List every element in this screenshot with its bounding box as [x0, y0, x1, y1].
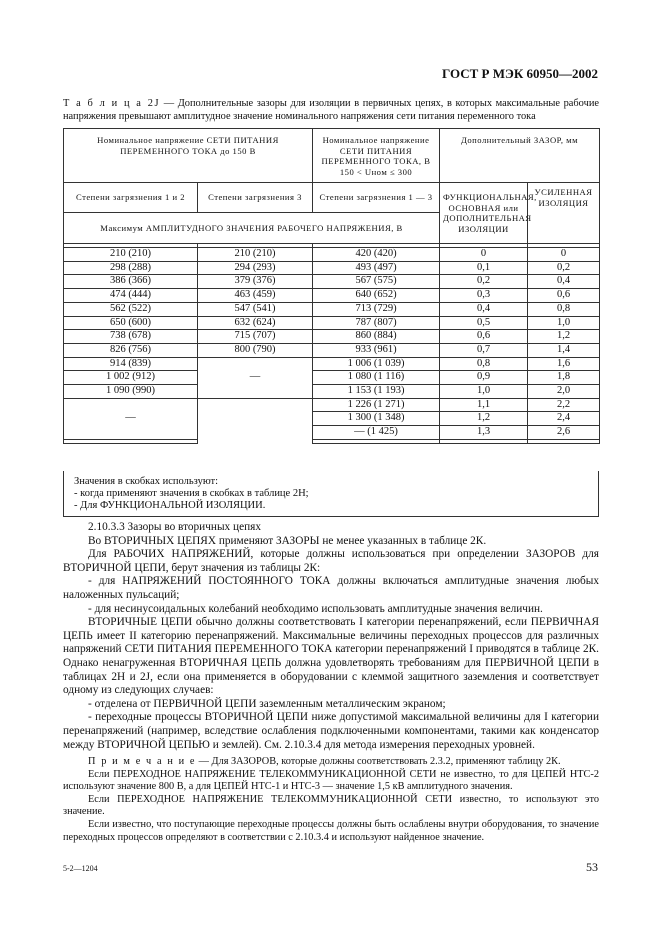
table-spacer — [64, 439, 198, 443]
table-row — [64, 385, 600, 399]
cell: 0,4 — [440, 302, 528, 316]
cell: 933 (961) — [313, 343, 440, 357]
body-text — [63, 521, 599, 844]
standard-header: ГОСТ Р МЭК 60950—2002 — [442, 66, 598, 81]
empty-cell — [198, 398, 313, 439]
table-row — [64, 261, 600, 275]
note-paragraph: Если известно, что поступающие переходные процессы должны быть ослаблены внутри оборудования, то значение переходных процессов определяют в соответствии с 2.10.3.4 и используют найденное значение. — [63, 819, 599, 843]
cell: 0 — [528, 248, 600, 262]
cell: 1 226 (1 271) — [313, 398, 440, 412]
note-line: Значения в скобках используют: — [74, 476, 219, 487]
cell: 0,2 — [440, 275, 528, 289]
cell: 1,2 — [440, 412, 528, 426]
cell: 0,3 — [440, 289, 528, 303]
cell: 474 (444) — [64, 289, 198, 303]
header-pollution-1-2: Степени загрязнения 1 и 2 — [64, 183, 198, 213]
cell: 1,4 — [528, 343, 600, 357]
table-notes — [63, 471, 599, 517]
note-text: — Для ЗАЗОРОВ, которые должны соответствовать 2.3.2, применяют таблицу 2К. — [196, 756, 561, 768]
table-row — [64, 275, 600, 289]
cell: 640 (652) — [313, 289, 440, 303]
cell: 1 153 (1 193) — [313, 385, 440, 399]
cell: 2,2 — [528, 398, 600, 412]
paragraph: - отделена от ПЕРВИЧНОЙ ЦЕПИ заземленным металлическим экраном; — [88, 697, 446, 710]
cell: 0,5 — [440, 316, 528, 330]
cell: 0,6 — [440, 330, 528, 344]
cell: 826 (756) — [64, 343, 198, 357]
cell: 420 (420) — [313, 248, 440, 262]
cell: 1,2 — [528, 330, 600, 344]
cell: 1,8 — [528, 371, 600, 385]
cell: 1,0 — [440, 385, 528, 399]
table-caption — [63, 97, 599, 123]
paragraph: ВТОРИЧНЫЕ ЦЕПИ обычно должны соответствовать I категории перенапряжений, если ПЕРВИЧНАЯ ЦЕПЬ имеет II категорию перенапряжений. Максимальные величины переходных процессов для различных напряжений СЕТИ ПИТАНИЯ ПЕРЕМЕННОГО ТОКА категории перенапряжений I приводятся в таблице 2К. Однако ненагруженная ВТОРИЧНАЯ ЦЕПЬ должна удовлетворять требованиям для ПЕРВИЧНОЙ ЦЕПИ в таблицах 2Н и 2J, если она применяется в оборудовании с клеммой защитного заземления и соответствует одному из следующих случаев: — [63, 616, 599, 697]
cell: 632 (624) — [198, 316, 313, 330]
cell: 715 (707) — [198, 330, 313, 344]
table-spacer — [198, 439, 313, 443]
cell: 1 300 (1 348) — [313, 412, 440, 426]
cell: 2,6 — [528, 426, 600, 440]
cell: 0,8 — [440, 357, 528, 371]
cell: 1 006 (1 039) — [313, 357, 440, 371]
cell: 1,3 — [440, 426, 528, 440]
note-paragraph — [63, 756, 599, 769]
paragraph: - для несинусоидальных колебаний необходимо использовать амплитудные значения величин. — [88, 602, 543, 615]
cell: 294 (293) — [198, 261, 313, 275]
cell: 860 (884) — [313, 330, 440, 344]
note-label: П р и м е ч а н и е — [88, 756, 197, 768]
header-max-peak-voltage: Максимум АМПЛИТУДНОГО ЗНАЧЕНИЯ РАБОЧЕГО НАПРЯЖЕНИЯ, В — [64, 213, 440, 244]
cell: 1 080 (1 116) — [313, 371, 440, 385]
cell: 0,7 — [440, 343, 528, 357]
cell: 1 002 (912) — [64, 371, 198, 385]
cell: 547 (541) — [198, 302, 313, 316]
clearance-table — [63, 128, 600, 444]
header-additional-clearance: Дополнительный ЗАЗОР, мм — [440, 129, 600, 183]
cell: 914 (839) — [64, 357, 198, 371]
cell: 800 (790) — [198, 343, 313, 357]
table-spacer — [313, 439, 440, 443]
caption-text: — Дополнительные зазоры для изоляции в первичных цепях, в которых максимальные рабочие напряжения превышают амплитудное значение номинального напряжения сети питания переменного тока — [63, 98, 599, 122]
header-nominal-range-text: Номинальное напряжение СЕТИ ПИТАНИЯ ПЕРЕМЕННОГО ТОКА, В — [321, 135, 431, 166]
cell: 0,9 — [440, 371, 528, 385]
cell: 787 (807) — [313, 316, 440, 330]
header-pollution-3: Степени загрязнения 3 — [198, 183, 313, 213]
cell: 0,6 — [528, 289, 600, 303]
header-nominal-range-formula: 150 < Uном ≤ 300 — [339, 166, 413, 177]
cell: 1,6 — [528, 357, 600, 371]
paragraph: Во ВТОРИЧНЫХ ЦЕПЯХ применяют ЗАЗОРЫ не менее указанных в таблице 2К. — [88, 534, 487, 547]
page-number: 53 — [586, 860, 598, 874]
cell: 2,4 — [528, 412, 600, 426]
cell: 463 (459) — [198, 289, 313, 303]
cell: 1,1 — [440, 398, 528, 412]
cell: 1 090 (990) — [64, 385, 198, 399]
header-reinforced-insulation: УСИЛЕННАЯ ИЗОЛЯЦИЯ — [528, 183, 600, 244]
cell: 2,0 — [528, 385, 600, 399]
cell: 1,0 — [528, 316, 600, 330]
cell: — (1 425) — [313, 426, 440, 440]
cell: 298 (288) — [64, 261, 198, 275]
cell: 493 (497) — [313, 261, 440, 275]
cell: 650 (600) — [64, 316, 198, 330]
table-row — [64, 357, 600, 371]
table-row — [64, 343, 600, 357]
header-pollution-1-3: Степени загрязнения 1 — 3 — [313, 183, 440, 213]
cell: 0,1 — [440, 261, 528, 275]
cell: 0 — [440, 248, 528, 262]
table-row — [64, 302, 600, 316]
table-spacer — [440, 439, 528, 443]
dash-cell: — — [64, 398, 198, 439]
cell: 562 (522) — [64, 302, 198, 316]
table-row — [64, 289, 600, 303]
table-row — [64, 248, 600, 262]
cell: 210 (210) — [198, 248, 313, 262]
cell: 567 (575) — [313, 275, 440, 289]
table-row — [64, 398, 600, 412]
dash-cell: — — [198, 357, 313, 398]
table-spacer — [528, 439, 600, 443]
table-row — [64, 330, 600, 344]
note-paragraph: Если ПЕРЕХОДНОЕ НАПРЯЖЕНИЕ ТЕЛЕКОММУНИКАЦИОННОЙ СЕТИ не известно, то для ЦЕПЕЙ НТС-2 используют значение 800 В, а для ЦЕПЕЙ НТС-1 и НТС-3 — значение 1,5 кВ амплитудного значения. — [63, 768, 599, 793]
table-row — [64, 316, 600, 330]
header-nominal-ac: Номинальное напряжение СЕТИ ПИТАНИЯ ПЕРЕМЕННОГО ТОКА до 150 В — [64, 129, 313, 183]
section-title: 2.10.3.3 Зазоры во вторичных цепях — [88, 521, 261, 533]
note-line: - когда применяют значения в скобках в таблице 2Н; — [74, 488, 309, 499]
print-code: 5-2—1204 — [63, 864, 98, 873]
caption-label: Т а б л и ц а 2J — [63, 98, 161, 109]
cell: 386 (366) — [64, 275, 198, 289]
header-functional-insulation: ФУНКЦИОНАЛЬНАЯ, ОСНОВНАЯ или ДОПОЛНИТЕЛЬНАЯ ИЗОЛЯЦИИ — [440, 183, 528, 244]
paragraph: Для РАБОЧИХ НАПРЯЖЕНИЙ, которые должны использоваться при определении ЗАЗОРОВ для ВТОРИЧНОЙ ЦЕПИ, берут значения из таблицы 2К: — [63, 548, 599, 574]
note-line: - Для ФУНКЦИОНАЛЬНОЙ ИЗОЛЯЦИИ. — [74, 500, 266, 511]
cell: 0,8 — [528, 302, 600, 316]
paragraph: - для НАПРЯЖЕНИЙ ПОСТОЯННОГО ТОКА должны включаться амплитудные значения любых наложенных пульсаций; — [63, 575, 599, 601]
cell: 713 (729) — [313, 302, 440, 316]
note-paragraph: Если ПЕРЕХОДНОЕ НАПРЯЖЕНИЕ ТЕЛЕКОММУНИКАЦИОННОЙ СЕТИ известно, то используют это значение. — [63, 793, 599, 818]
table-row — [64, 371, 600, 385]
cell: 0,2 — [528, 261, 600, 275]
cell: 210 (210) — [64, 248, 198, 262]
cell: 0,4 — [528, 275, 600, 289]
paragraph: - переходные процессы ВТОРИЧНОЙ ЦЕПИ ниже допустимой максимальной величины для I категории перенапряжений (например, вследствие ослабления подключенными компонентами, такими как конденсатор между ВТОРИЧНОЙ ЦЕПЬЮ и землей). См. 2.10.3.4 для метода измерения переходных уровней. — [63, 711, 599, 751]
cell: 738 (678) — [64, 330, 198, 344]
cell: 379 (376) — [198, 275, 313, 289]
header-nominal-range — [313, 129, 440, 183]
